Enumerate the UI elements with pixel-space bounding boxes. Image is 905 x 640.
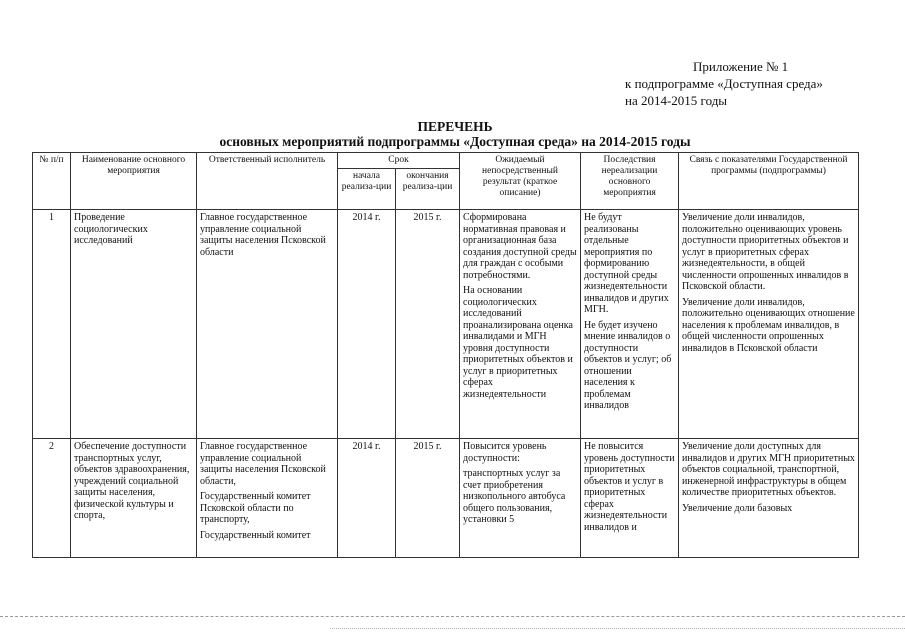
row-consequences: Не повысится уровень доступности приоритетных объектов и услуг в приоритетных сферах жизнедеятельности инвалидов и: [581, 439, 679, 558]
header-end: окончания реализа-ции: [396, 169, 460, 210]
header-consequences: Последствия нереализации основного мероприятия: [581, 153, 679, 210]
activities-table: [32, 152, 859, 558]
row-end: 2015 г.: [396, 439, 460, 558]
scan-edge-dots: [330, 628, 905, 629]
scan-edge-line: [0, 616, 905, 617]
row-result: Повысится уровень доступности: транспортных услуг за счет приобретения низкопольного автобуса общего пользования, установки 5: [460, 439, 581, 558]
title-line-1: ПЕРЕЧЕНЬ: [417, 119, 493, 134]
row-num: 2: [33, 439, 71, 558]
row-start: 2014 г.: [338, 439, 396, 558]
header-num: № п/п: [33, 153, 71, 210]
header-term: Срок: [338, 153, 460, 169]
row-end: 2015 г.: [396, 210, 460, 439]
row-link: Увеличение доли доступных для инвалидов и других МГН приоритетных объектов социальной, транспортной, инженерной инфраструктуры в общем количестве приоритетных объектов. Увеличение доли базовых: [679, 439, 859, 558]
table-row: [33, 210, 859, 439]
row-consequences: Не будут реализованы отдельные мероприятия по формированию доступной среды жизнедеятельности инвалидов и других МГН. Не будет изучено мнение инвалидов о доступности объектов и услуг; об отношении населения к проблемам инвалидов: [581, 210, 679, 439]
header-result: Ожидаемый непосредственный результат (краткое описание): [460, 153, 581, 210]
row-name: Обеспечение доступности транспортных услуг, объектов здравоохранения, учреждений социальной защиты населения, физической культуры и спорта,: [71, 439, 197, 558]
document-title: [160, 119, 750, 149]
row-name: Проведение социологических исследований: [71, 210, 197, 439]
header-executor: Ответственный исполнитель: [197, 153, 338, 210]
appendix-line-1: Приложение № 1: [693, 59, 789, 74]
row-num: 1: [33, 210, 71, 439]
appendix-line-3: на 2014-2015 годы: [625, 93, 728, 108]
header-link: Связь с показателями Государственной программы (подпрограммы): [679, 153, 859, 210]
header-name: Наименование основного мероприятия: [71, 153, 197, 210]
title-line-2: основных мероприятий подпрограммы «Доступная среда» на 2014-2015 годы: [219, 134, 691, 149]
row-result: Сформирована нормативная правовая и организационная база создания доступной среды для граждан с особыми потребностями. На основании социологических исследований проанализирована оценка инвалидами и МГН уровня доступности приоритетных объектов и услуг в приоритетных сферах жизнедеятельности: [460, 210, 581, 439]
appendix-header: [625, 58, 885, 109]
header-start: начала реализа-ции: [338, 169, 396, 210]
row-start: 2014 г.: [338, 210, 396, 439]
row-executor: Главное государственное управление социальной защиты населения Псковской области: [197, 210, 338, 439]
appendix-line-2: к подпрограмме «Доступная среда»: [625, 76, 823, 91]
table-header-row: [33, 153, 859, 169]
row-link: Увеличение доли инвалидов, положительно оценивающих уровень доступности приоритетных объектов и услуг в приоритетных сферах жизнедеятельности, в общей численности опрошенных инвалидов в Псковской области. Увеличение доли инвалидов, положительно оценивающих отношение населения к проблемам инвалидов, в общей численности опрошенных инвалидов в Псковской области: [679, 210, 859, 439]
table-row: [33, 439, 859, 558]
row-executor: Главное государственное управление социальной защиты населения Псковской области, Государственный комитет Псковской области по транспорту, Государственный комитет: [197, 439, 338, 558]
